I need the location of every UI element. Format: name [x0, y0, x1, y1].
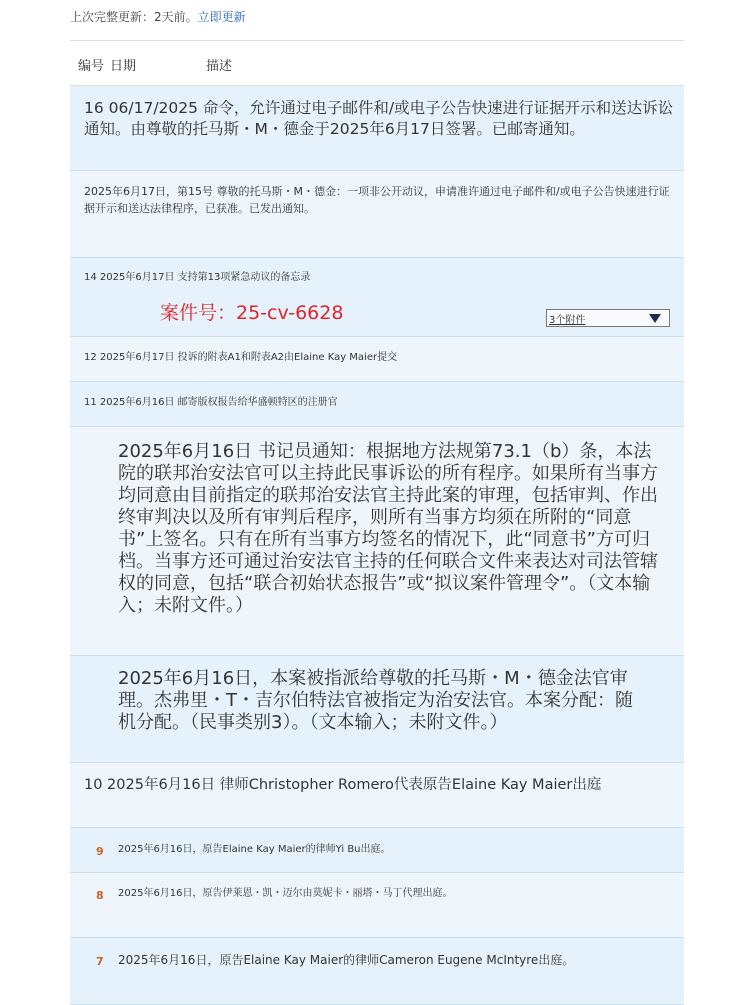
entry-text: 2025年6月16日，本案被指派给尊敬的托马斯・M・德金法官审理。杰弗里・T・吉尔伯特法官被指定为治安法官。本案分配：随机分配。（民事类别3）。（文本输入；未附文件。）	[118, 668, 633, 733]
docket-entry-clerk-notice	[70, 427, 684, 656]
entry-text: 11 2025年6月16日 邮寄版权报告给华盛顿特区的注册官	[84, 397, 338, 408]
docket-table	[70, 40, 684, 1005]
entry-text: 14 2025年6月17日 支持第13项紧急动议的备忘录	[84, 272, 311, 283]
docket-entry-10	[70, 763, 684, 828]
entry-text: 2025年6月16日 书记员通知：根据地方法规第73.1（b）条，本法院的联邦治安法官可以主持此民事诉讼的所有程序。如果所有当事方均同意由目前指定的联邦治安法官主持此案的审理，包括审判、作出终审判决以及所有审判后程序，则所有当事方均须在所附的“同意书”上签名。只有在所有当事方均签名的情况下，此“同意书”方可归档。当事方还可通过治安法官主持的任何联合文件来表达对司法管辖权的同意，包括“联合初始状态报告”或“拟议案件管理令”。（文本输入；未附文件。）	[118, 441, 658, 616]
docket-entry-9	[70, 828, 684, 873]
last-update-bar	[70, 8, 246, 25]
docket-entry-12	[70, 337, 684, 382]
docket-entry-15	[70, 171, 684, 258]
docket-entry-16	[70, 86, 684, 171]
docket-entry-assignment	[70, 656, 684, 763]
update-now-link[interactable]: 立即更新	[197, 10, 246, 24]
table-header	[70, 40, 684, 86]
entry-text: 16 06/17/2025 命令，允许通过电子邮件和/或电子公告快速进行证据开示和送达诉讼通知。由尊敬的托马斯・M・德金于2025年6月17日签署。已邮寄通知。	[84, 99, 674, 138]
last-update-text: 上次完整更新：2天前。	[70, 10, 198, 24]
attachments-dropdown[interactable]	[546, 309, 670, 327]
docket-entry-14	[70, 258, 684, 337]
attachments-label: 3个附件	[549, 315, 586, 326]
dropdown-arrow-icon	[649, 314, 661, 323]
docket-entry-8	[70, 873, 684, 938]
case-number-overlay: 案件号：25-cv-6628	[160, 302, 344, 324]
col-date-header: 日期	[110, 59, 137, 74]
col-number-header: 编号	[78, 59, 105, 74]
docket-entry-11	[70, 382, 684, 427]
entry-text: 12 2025年6月17日 投诉的附表A1和附表A2由Elaine Kay Maier提交	[84, 352, 398, 363]
col-desc-header: 描述	[206, 59, 233, 74]
entry-text: 2025年6月16日，原告Elaine Kay Maier的律师Cameron Eugene McIntyre出庭。	[118, 953, 575, 967]
entry-number: 7	[96, 955, 104, 968]
entry-number: 8	[96, 889, 104, 902]
entry-text: 10 2025年6月16日 律师Christopher Romero代表原告Elaine Kay Maier出庭	[84, 777, 602, 793]
entry-text: 2025年6月16日，原告伊莱恩・凯・迈尔由莫妮卡・丽塔・马丁代理出庭。	[118, 888, 453, 899]
entry-text: 2025年6月17日，第15号 尊敬的托马斯・M・德金：一项非公开动议，申请准许通过电子邮件和/或电子公告快速进行证据开示和送达法律程序，已获准。已发出通知。	[84, 185, 670, 215]
entry-text: 2025年6月16日，原告Elaine Kay Maier的律师Yi Bu出庭。	[118, 844, 391, 855]
entry-number: 9	[96, 845, 104, 858]
docket-entry-7	[70, 938, 684, 1005]
